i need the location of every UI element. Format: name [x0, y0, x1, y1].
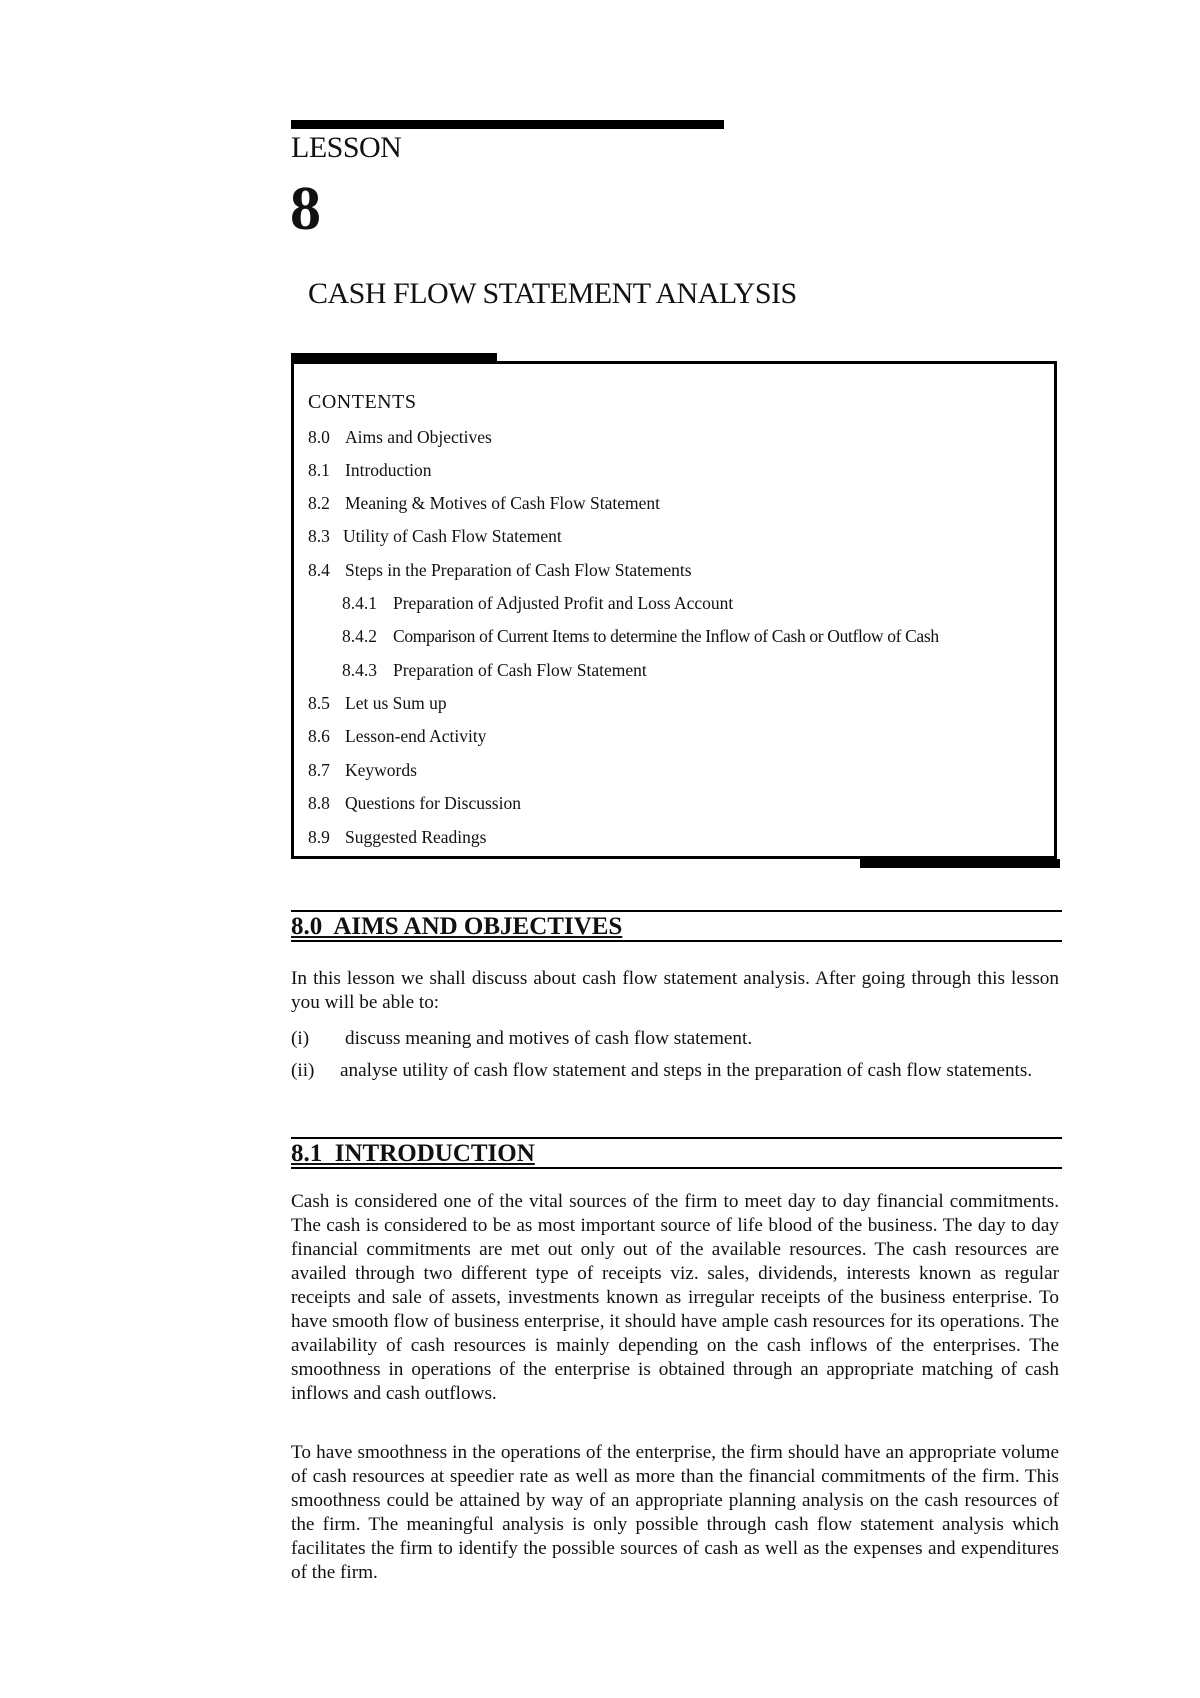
- toc-number: 8.1: [308, 460, 330, 480]
- toc-item[interactable]: [308, 726, 486, 747]
- toc-item[interactable]: [342, 626, 939, 647]
- list-marker: (ii): [291, 1060, 315, 1081]
- toc-number: 8.0: [308, 427, 330, 447]
- toc-item[interactable]: [342, 660, 647, 681]
- contents-tab-bar: [291, 353, 497, 361]
- toc-number: 8.4: [308, 560, 330, 580]
- toc-label: Let us Sum up: [345, 693, 447, 713]
- toc-label: Preparation of Adjusted Profit and Loss Account: [393, 593, 734, 613]
- list-text: discuss meaning and motives of cash flow statement.: [345, 1028, 753, 1049]
- toc-item[interactable]: [308, 560, 692, 581]
- toc-number: 8.6: [308, 726, 330, 746]
- list-marker: (i): [291, 1028, 310, 1049]
- contents-box: [291, 361, 1057, 859]
- toc-label: Preparation of Cash Flow Statement: [393, 660, 647, 680]
- section-heading-aims: [291, 910, 1062, 942]
- toc-label: Lesson-end Activity: [345, 726, 487, 746]
- toc-item[interactable]: [308, 793, 521, 814]
- intro-paragraph-2: To have smoothness in the operations of the enterprise, the firm should have an appropriate volume of cash resources at speedier rate as well as more than the financial commitments of the firm. This smoothness could be attained by way of an appropriate planning analysis on the cash resources of the firm. The meaningful analysis is only possible through cash flow statement analysis which facilitates the firm to identify the possible sources of cash as well as the expenses and expenditures of the firm.: [291, 1442, 1059, 1583]
- top-rule: [291, 120, 724, 129]
- toc-item[interactable]: [308, 827, 486, 848]
- toc-number: 8.3: [308, 526, 330, 546]
- toc-label: Aims and Objectives: [345, 427, 492, 447]
- aims-intro-paragraph: In this lesson we shall discuss about cash flow statement analysis. After going through this lesson you will be able to:: [291, 968, 1059, 1013]
- toc-item[interactable]: [308, 460, 432, 481]
- intro-paragraph-1: Cash is considered one of the vital sources of the firm to meet day to day financial commitments. The cash is considered to be as most important source of life blood of the business. The day to day financial commitments are met out only out of the available resources. The cash resources are availed through two different type of receipts viz. sales, dividends, interests known as regular receipts and sale of assets, investments known as irregular receipts of the business enterprise. To have smooth flow of business enterprise, it should have ample cash resources for its operations. The availability of cash resources is mainly depending on the cash inflows of the enterprises. The smoothness in operations of the enterprise is obtained through an appropriate matching of cash inflows and cash outflows.: [291, 1191, 1059, 1404]
- toc-number: 8.9: [308, 827, 330, 847]
- list-text: analyse utility of cash flow statement and steps in the preparation of cash flow statements.: [340, 1060, 1033, 1081]
- toc-item[interactable]: [308, 760, 417, 781]
- section-heading-introduction: [291, 1137, 1062, 1169]
- toc-number: 8.7: [308, 760, 330, 780]
- toc-label: Keywords: [345, 760, 417, 780]
- toc-item[interactable]: [308, 427, 492, 448]
- toc-item[interactable]: [308, 693, 447, 714]
- toc-label: Introduction: [345, 460, 432, 480]
- toc-label: Utility of Cash Flow Statement: [343, 526, 562, 546]
- toc-number: 8.4.3: [342, 660, 377, 680]
- toc-item[interactable]: [308, 526, 562, 547]
- section-title: 8.1 INTRODUCTION: [291, 1140, 535, 1167]
- toc-label: Meaning & Motives of Cash Flow Statement: [345, 493, 660, 513]
- toc-label: Steps in the Preparation of Cash Flow Statements: [345, 560, 692, 580]
- contents-bottom-bar: [860, 859, 1060, 868]
- page-title: CASH FLOW STATEMENT ANALYSIS: [308, 277, 797, 310]
- toc-label: Suggested Readings: [345, 827, 487, 847]
- toc-label: Comparison of Current Items to determine the Inflow of Cash or Outflow of Cash: [393, 626, 939, 646]
- toc-number: 8.4.1: [342, 593, 377, 613]
- toc-item[interactable]: [342, 593, 733, 614]
- toc-number: 8.4.2: [342, 626, 377, 646]
- toc-label: Questions for Discussion: [345, 793, 521, 813]
- lesson-label: LESSON: [291, 131, 402, 164]
- contents-heading: CONTENTS: [308, 391, 417, 413]
- toc-number: 8.8: [308, 793, 330, 813]
- lesson-number: 8: [290, 175, 321, 243]
- section-title: 8.0 AIMS AND OBJECTIVES: [291, 913, 623, 940]
- toc-item[interactable]: [308, 493, 660, 514]
- toc-number: 8.2: [308, 493, 330, 513]
- toc-number: 8.5: [308, 693, 330, 713]
